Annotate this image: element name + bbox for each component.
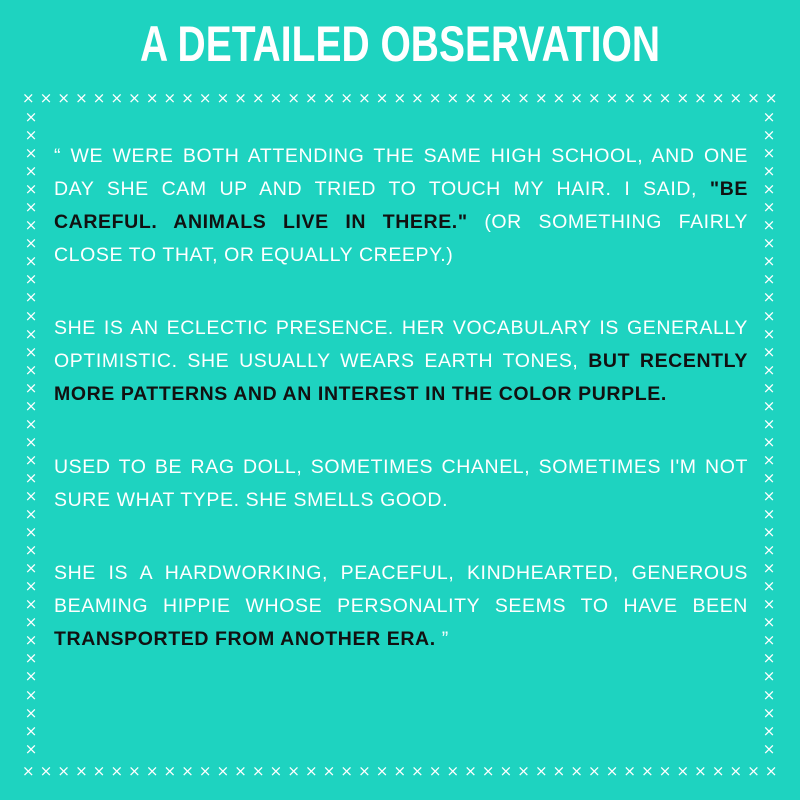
stitch-mark: × xyxy=(762,216,776,235)
stitch-mark: × xyxy=(762,739,776,758)
stitch-mark: × xyxy=(358,762,371,780)
stitch-mark: × xyxy=(128,762,141,780)
stitch-mark: × xyxy=(24,486,38,505)
stitch-mark: × xyxy=(251,762,265,780)
stitch-mark: × xyxy=(305,762,318,780)
stitch-mark: × xyxy=(534,89,548,107)
stitch-mark: × xyxy=(24,505,38,524)
stitch-mark: × xyxy=(24,306,38,325)
stitch-mark: × xyxy=(75,762,88,780)
stitch-mark: × xyxy=(481,762,495,780)
stitch-mark: × xyxy=(762,198,776,217)
stitch-mark: × xyxy=(762,378,776,397)
stitch-mark: × xyxy=(57,89,70,107)
stitch-mark: × xyxy=(694,762,707,780)
paragraph-text: ” xyxy=(435,628,449,650)
stitch-mark: × xyxy=(764,89,778,107)
stitch-mark: × xyxy=(694,89,707,107)
stitch-mark: × xyxy=(251,89,265,107)
stitch-mark: × xyxy=(24,342,38,361)
stitch-border-left xyxy=(22,108,40,758)
stitch-border-top xyxy=(22,89,778,107)
stitch-mark: × xyxy=(762,559,776,578)
stitch-mark: × xyxy=(287,762,300,780)
highlight-text: "BE CAREFUL. ANIMALS LIVE IN THERE." xyxy=(54,178,748,233)
stitch-mark: × xyxy=(39,762,53,780)
highlight-text: TRANSPORTED FROM ANOTHER ERA. xyxy=(54,628,436,650)
stitch-mark: × xyxy=(762,595,776,614)
paragraph-1 xyxy=(54,140,748,272)
stitch-mark: × xyxy=(729,89,743,107)
stitch-mark: × xyxy=(428,762,442,780)
paragraph-2 xyxy=(54,312,748,411)
stitch-mark: × xyxy=(446,89,460,107)
stitch-mark: × xyxy=(762,505,776,524)
paragraph-text: “ WE WERE BOTH ATTENDING THE SAME HIGH SCHOOL, AND ONE DAY SHE CAM UP AND TRIED TO TOUCH MY HAIR. I SAID, xyxy=(54,145,748,200)
stitch-mark: × xyxy=(322,762,336,780)
stitch-mark: × xyxy=(676,762,690,780)
stitch-mark: × xyxy=(22,762,35,780)
stitch-mark: × xyxy=(762,613,776,632)
stitch-mark: × xyxy=(762,144,776,163)
stitch-mark: × xyxy=(24,378,38,397)
stitch-mark: × xyxy=(762,126,776,145)
stitch-mark: × xyxy=(24,667,38,686)
stitch-mark: × xyxy=(762,468,776,487)
stitch-mark: × xyxy=(762,685,776,704)
stitch-mark: × xyxy=(24,432,38,451)
stitch-mark: × xyxy=(762,234,776,253)
stitch-mark: × xyxy=(145,89,159,107)
stitch-mark: × xyxy=(24,126,38,145)
stitch-mark: × xyxy=(24,613,38,632)
stitch-mark: × xyxy=(92,762,106,780)
stitch-mark: × xyxy=(711,762,725,780)
paragraph-text: SHE IS A HARDWORKING, PEACEFUL, KINDHEARTED, GENEROUS BEAMING HIPPIE WHOSE PERSONALITY SEEMS TO HAVE BEEN xyxy=(54,562,748,617)
stitch-mark: × xyxy=(747,89,760,107)
stitch-mark: × xyxy=(24,577,38,596)
stitch-mark: × xyxy=(762,667,776,686)
stitch-mark: × xyxy=(762,721,776,740)
stitch-mark: × xyxy=(641,89,654,107)
stitch-mark: × xyxy=(762,523,776,542)
stitch-mark: × xyxy=(762,270,776,289)
stitch-mark: × xyxy=(393,762,407,780)
stitch-mark: × xyxy=(393,89,407,107)
stitch-mark: × xyxy=(534,762,548,780)
stitch-mark: × xyxy=(588,89,601,107)
stitch-mark: × xyxy=(605,762,619,780)
stitch-mark: × xyxy=(464,89,477,107)
stitch-mark: × xyxy=(24,523,38,542)
stitch-mark: × xyxy=(57,762,70,780)
stitch-mark: × xyxy=(24,234,38,253)
stitch-mark: × xyxy=(198,762,212,780)
stitch-mark: × xyxy=(762,703,776,722)
stitch-mark: × xyxy=(762,252,776,271)
stitch-mark: × xyxy=(163,89,177,107)
stitch-mark: × xyxy=(428,89,442,107)
stitch-mark: × xyxy=(499,762,513,780)
stitch-mark: × xyxy=(764,762,778,780)
stitch-mark: × xyxy=(762,577,776,596)
stitch-mark: × xyxy=(552,89,566,107)
stitch-mark: × xyxy=(570,762,583,780)
stitch-mark: × xyxy=(340,762,353,780)
stitch-mark: × xyxy=(517,89,530,107)
stitch-mark: × xyxy=(729,762,743,780)
stitch-mark: × xyxy=(39,89,53,107)
stitch-mark: × xyxy=(75,89,88,107)
page-title: A DETAILED OBSERVATION xyxy=(139,16,661,72)
stitch-mark: × xyxy=(322,89,336,107)
stitch-mark: × xyxy=(24,468,38,487)
stitch-mark: × xyxy=(623,762,636,780)
stitch-mark: × xyxy=(24,108,38,126)
stitch-mark: × xyxy=(747,762,760,780)
stitch-mark: × xyxy=(22,89,35,107)
stitch-mark: × xyxy=(24,162,38,181)
stitch-mark: × xyxy=(24,360,38,379)
stitch-mark: × xyxy=(762,649,776,668)
stitch-mark: × xyxy=(464,762,477,780)
stitch-mark: × xyxy=(24,685,38,704)
stitch-mark: × xyxy=(24,649,38,668)
stitch-mark: × xyxy=(641,762,654,780)
stitch-mark: × xyxy=(92,89,106,107)
stitch-mark: × xyxy=(762,288,776,307)
highlight-text: BUT RECENTLY MORE PATTERNS AND AN INTEREST IN THE COLOR PURPLE. xyxy=(54,350,748,405)
stitch-mark: × xyxy=(110,89,124,107)
stitch-mark: × xyxy=(762,631,776,650)
stitch-mark: × xyxy=(24,541,38,560)
stitch-mark: × xyxy=(24,198,38,217)
stitch-mark: × xyxy=(762,432,776,451)
stitch-mark: × xyxy=(762,342,776,361)
stitch-mark: × xyxy=(234,762,247,780)
stitch-mark: × xyxy=(128,89,141,107)
stitch-mark: × xyxy=(24,559,38,578)
stitch-border-bottom xyxy=(22,762,778,780)
stitch-mark: × xyxy=(605,89,619,107)
stitch-mark: × xyxy=(762,306,776,325)
stitch-mark: × xyxy=(411,89,424,107)
stitch-mark: × xyxy=(24,450,38,469)
stitch-mark: × xyxy=(24,288,38,307)
stitch-mark: × xyxy=(762,486,776,505)
stitch-mark: × xyxy=(762,414,776,433)
stitch-mark: × xyxy=(658,762,672,780)
stitch-mark: × xyxy=(762,108,776,126)
stitch-mark: × xyxy=(24,144,38,163)
stitch-mark: × xyxy=(24,414,38,433)
stitch-mark: × xyxy=(24,324,38,343)
stitch-mark: × xyxy=(234,89,247,107)
stitch-mark: × xyxy=(24,739,38,758)
stitch-mark: × xyxy=(762,450,776,469)
stitch-mark: × xyxy=(24,721,38,740)
stitch-mark: × xyxy=(163,762,177,780)
stitch-mark: × xyxy=(762,180,776,199)
stitch-mark: × xyxy=(446,762,460,780)
stitch-mark: × xyxy=(181,762,194,780)
stitch-mark: × xyxy=(24,595,38,614)
stitch-mark: × xyxy=(24,270,38,289)
stitch-mark: × xyxy=(552,762,566,780)
stitch-mark: × xyxy=(375,762,389,780)
paragraph-text: (OR SOMETHING FAIRLY CLOSE TO THAT, OR EQUALLY CREEPY.) xyxy=(54,211,748,266)
stitch-mark: × xyxy=(481,89,495,107)
stitch-mark: × xyxy=(411,762,424,780)
paragraph-4 xyxy=(54,557,748,656)
stitch-mark: × xyxy=(181,89,194,107)
stitch-mark: × xyxy=(24,631,38,650)
stitch-mark: × xyxy=(588,762,601,780)
stitch-mark: × xyxy=(216,89,230,107)
stitch-mark: × xyxy=(24,180,38,199)
stitch-mark: × xyxy=(375,89,389,107)
stitch-mark: × xyxy=(711,89,725,107)
stitch-mark: × xyxy=(305,89,318,107)
stitch-mark: × xyxy=(762,396,776,415)
stitch-mark: × xyxy=(762,324,776,343)
stitch-mark: × xyxy=(198,89,212,107)
stitch-mark: × xyxy=(623,89,636,107)
paragraph-text: USED TO BE RAG DOLL, SOMETIMES CHANEL, SOMETIMES I'M NOT SURE WHAT TYPE. SHE SMELLS GOOD. xyxy=(54,456,748,511)
stitch-mark: × xyxy=(24,396,38,415)
stitch-mark: × xyxy=(110,762,124,780)
stitch-mark: × xyxy=(358,89,371,107)
stitch-border-right xyxy=(760,108,778,758)
stitch-mark: × xyxy=(658,89,672,107)
stitch-mark: × xyxy=(340,89,353,107)
stitch-mark: × xyxy=(762,162,776,181)
stitch-mark: × xyxy=(570,89,583,107)
stitch-mark: × xyxy=(676,89,690,107)
stitch-mark: × xyxy=(762,360,776,379)
stitch-mark: × xyxy=(287,89,300,107)
stitch-mark: × xyxy=(762,541,776,560)
stitch-mark: × xyxy=(24,252,38,271)
observation-text xyxy=(54,140,748,696)
stitch-mark: × xyxy=(269,89,283,107)
stitch-mark: × xyxy=(145,762,159,780)
paragraph-text: SHE IS AN ECLECTIC PRESENCE. HER VOCABULARY IS GENERALLY OPTIMISTIC. SHE USUALLY WEARS EARTH TONES, xyxy=(54,317,748,372)
stitch-mark: × xyxy=(24,216,38,235)
stitch-mark: × xyxy=(216,762,230,780)
stitch-mark: × xyxy=(499,89,513,107)
stitch-mark: × xyxy=(24,703,38,722)
stitch-mark: × xyxy=(269,762,283,780)
stitch-mark: × xyxy=(517,762,530,780)
paragraph-3 xyxy=(54,451,748,517)
